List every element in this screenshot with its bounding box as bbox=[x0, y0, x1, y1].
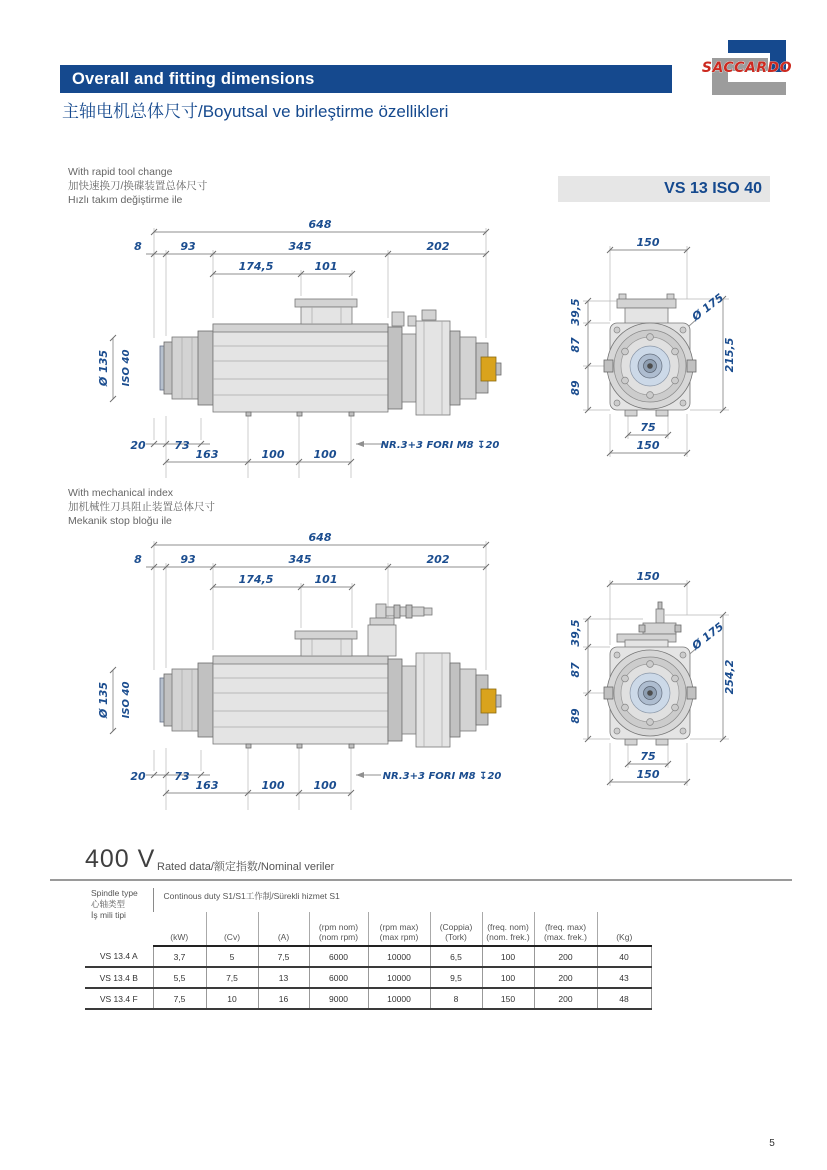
dim-202: 202 bbox=[426, 240, 450, 253]
dim-dia135: Ø 135 bbox=[97, 349, 110, 387]
col1-line1: Spindle type bbox=[91, 888, 138, 898]
dim-iso40: ISO 40 bbox=[121, 349, 132, 387]
unit-kg: (Kg) bbox=[597, 912, 651, 946]
units-row bbox=[85, 912, 651, 946]
unit-torque: (Coppia) (Tork) bbox=[430, 912, 482, 946]
table-row bbox=[85, 946, 651, 967]
dim-iso40: ISO 40 bbox=[121, 681, 132, 719]
dim-345: 345 bbox=[288, 553, 312, 566]
section-index-label bbox=[68, 486, 215, 528]
dim-101: 101 bbox=[314, 573, 338, 586]
value-cell: 7,5 bbox=[258, 946, 309, 967]
col1-line2: 心轴类型 bbox=[91, 899, 126, 909]
dim-101: 101 bbox=[314, 260, 338, 273]
unit-freq-nom: (freq. nom) (nom. frek.) bbox=[482, 912, 534, 946]
saccardo-logo-icon bbox=[700, 36, 794, 102]
dim-345: 345 bbox=[288, 240, 312, 253]
dim-100b: 100 bbox=[313, 448, 337, 461]
section-index-zh: 加机械性刀具阻止装置总体尺寸 bbox=[68, 501, 215, 513]
dim-215-5: 215,5 bbox=[723, 337, 736, 373]
value-cell: 100 bbox=[482, 967, 534, 988]
dim-dia135: Ø 135 bbox=[97, 681, 110, 719]
unit-a: (A) bbox=[258, 912, 309, 946]
dim-20: 20 bbox=[130, 439, 146, 452]
drawing-index-side-view bbox=[50, 528, 520, 820]
spindle-front-body bbox=[604, 294, 696, 416]
dim-93: 93 bbox=[180, 240, 196, 253]
unit-freq-max: (freq. max) (max. frek.) bbox=[534, 912, 597, 946]
dim-73: 73 bbox=[174, 770, 190, 783]
dim-39-5: 39,5 bbox=[569, 619, 582, 647]
value-cell: 10000 bbox=[368, 967, 430, 988]
spindle-side-body bbox=[160, 299, 501, 416]
value-cell: 5 bbox=[206, 946, 258, 967]
value-cell: 10000 bbox=[368, 988, 430, 1009]
value-cell: 200 bbox=[534, 967, 597, 988]
page-subtitle: 主轴电机总体尺寸/Boyutsal ve birleştirme özellikleri bbox=[62, 102, 449, 121]
value-cell: 6,5 bbox=[430, 946, 482, 967]
section-rapid-en: With rapid tool change bbox=[68, 166, 173, 178]
dim-total: 648 bbox=[308, 218, 332, 231]
table-header-row bbox=[85, 888, 651, 912]
dim-75: 75 bbox=[640, 421, 656, 434]
holes-note: NR.3+3 FORI M8 ↧20 bbox=[382, 771, 502, 782]
dim-73: 73 bbox=[174, 439, 190, 452]
dim-150-top: 150 bbox=[636, 236, 660, 249]
value-cell: 6000 bbox=[309, 946, 368, 967]
col-spindle-type-header bbox=[85, 888, 153, 946]
value-cell: 7,5 bbox=[153, 988, 206, 1009]
spindle-side-body bbox=[160, 604, 501, 748]
dim-254-2: 254,2 bbox=[723, 659, 736, 695]
dim-8: 8 bbox=[134, 553, 142, 566]
model-cell: VS 13.4 F bbox=[85, 988, 153, 1009]
dim-150-bottom: 150 bbox=[636, 768, 660, 781]
model-cell: VS 13.4 B bbox=[85, 967, 153, 988]
holes-note: NR.3+3 FORI M8 ↧20 bbox=[380, 440, 500, 451]
value-cell: 48 bbox=[597, 988, 651, 1009]
unit-rpm-max: (rpm max) (max rpm) bbox=[368, 912, 430, 946]
dim-dia175: Ø 175 bbox=[689, 619, 727, 653]
dim-75: 75 bbox=[640, 750, 656, 763]
dim-87: 87 bbox=[569, 337, 582, 353]
value-cell: 5,5 bbox=[153, 967, 206, 988]
ratings-caption: Rated data/额定指数/Nominal veriler bbox=[157, 861, 335, 873]
value-cell: 10 bbox=[206, 988, 258, 1009]
model-cell: VS 13.4 A bbox=[85, 946, 153, 967]
value-cell: 8 bbox=[430, 988, 482, 1009]
ratings-divider bbox=[50, 879, 792, 881]
dim-174: 174,5 bbox=[238, 573, 274, 586]
dim-87: 87 bbox=[569, 662, 582, 678]
page-title: Overall and fitting dimensions bbox=[60, 65, 672, 93]
dim-100a: 100 bbox=[261, 448, 285, 461]
value-cell: 200 bbox=[534, 946, 597, 967]
section-rapid-tr: Hızlı takım değiştirme ile bbox=[68, 194, 183, 206]
value-cell: 100 bbox=[482, 946, 534, 967]
ratings-table bbox=[85, 888, 652, 1010]
value-cell: 9000 bbox=[309, 988, 368, 1009]
duty-header: Continous duty S1/S1工作制/Sürekli hizmet S1 bbox=[153, 888, 651, 912]
page-number: 5 bbox=[769, 1138, 775, 1149]
dim-163: 163 bbox=[195, 779, 219, 792]
unit-rpm-nom: (rpm nom) (nom rpm) bbox=[309, 912, 368, 946]
value-cell: 16 bbox=[258, 988, 309, 1009]
dim-20: 20 bbox=[130, 770, 146, 783]
table-row bbox=[85, 967, 651, 988]
dim-202: 202 bbox=[426, 553, 450, 566]
spindle-front-body bbox=[604, 602, 696, 745]
dim-89: 89 bbox=[569, 708, 582, 724]
brand-name: SACCARDO bbox=[701, 60, 793, 76]
unit-kw: (kW) bbox=[153, 912, 206, 946]
section-rapid-label bbox=[68, 165, 207, 207]
value-cell: 6000 bbox=[309, 967, 368, 988]
drawing-index-front-view bbox=[555, 552, 785, 852]
value-cell: 10000 bbox=[368, 946, 430, 967]
dim-174: 174,5 bbox=[238, 260, 274, 273]
drawing-rapid-front-view bbox=[555, 228, 785, 490]
value-cell: 43 bbox=[597, 967, 651, 988]
table-row bbox=[85, 988, 651, 1009]
dim-8: 8 bbox=[134, 240, 142, 253]
brand-logo bbox=[700, 36, 794, 102]
dim-150-bottom: 150 bbox=[636, 439, 660, 452]
spec-table bbox=[85, 888, 652, 1010]
dim-163: 163 bbox=[195, 448, 219, 461]
col1-line3: İş mili tipi bbox=[91, 910, 126, 920]
dim-100b: 100 bbox=[313, 779, 337, 792]
model-badge: VS 13 ISO 40 bbox=[558, 176, 770, 202]
section-index-en: With mechanical index bbox=[68, 487, 174, 499]
unit-cv: (Cv) bbox=[206, 912, 258, 946]
value-cell: 13 bbox=[258, 967, 309, 988]
dim-150-top: 150 bbox=[636, 570, 660, 583]
dim-total: 648 bbox=[308, 531, 332, 544]
dim-dia175: Ø 175 bbox=[689, 290, 727, 324]
value-cell: 3,7 bbox=[153, 946, 206, 967]
value-cell: 40 bbox=[597, 946, 651, 967]
value-cell: 200 bbox=[534, 988, 597, 1009]
section-rapid-zh: 加快速换刀/换碟装置总体尺寸 bbox=[68, 180, 208, 192]
dim-93: 93 bbox=[180, 553, 196, 566]
dim-100a: 100 bbox=[261, 779, 285, 792]
drawing-rapid-side-view bbox=[50, 218, 520, 480]
value-cell: 150 bbox=[482, 988, 534, 1009]
voltage-label: 400 V bbox=[85, 845, 156, 873]
value-cell: 7,5 bbox=[206, 967, 258, 988]
section-index-tr: Mekanik stop bloğu ile bbox=[68, 515, 172, 527]
dim-89: 89 bbox=[569, 380, 582, 396]
value-cell: 9,5 bbox=[430, 967, 482, 988]
dim-39-5: 39,5 bbox=[569, 298, 582, 326]
